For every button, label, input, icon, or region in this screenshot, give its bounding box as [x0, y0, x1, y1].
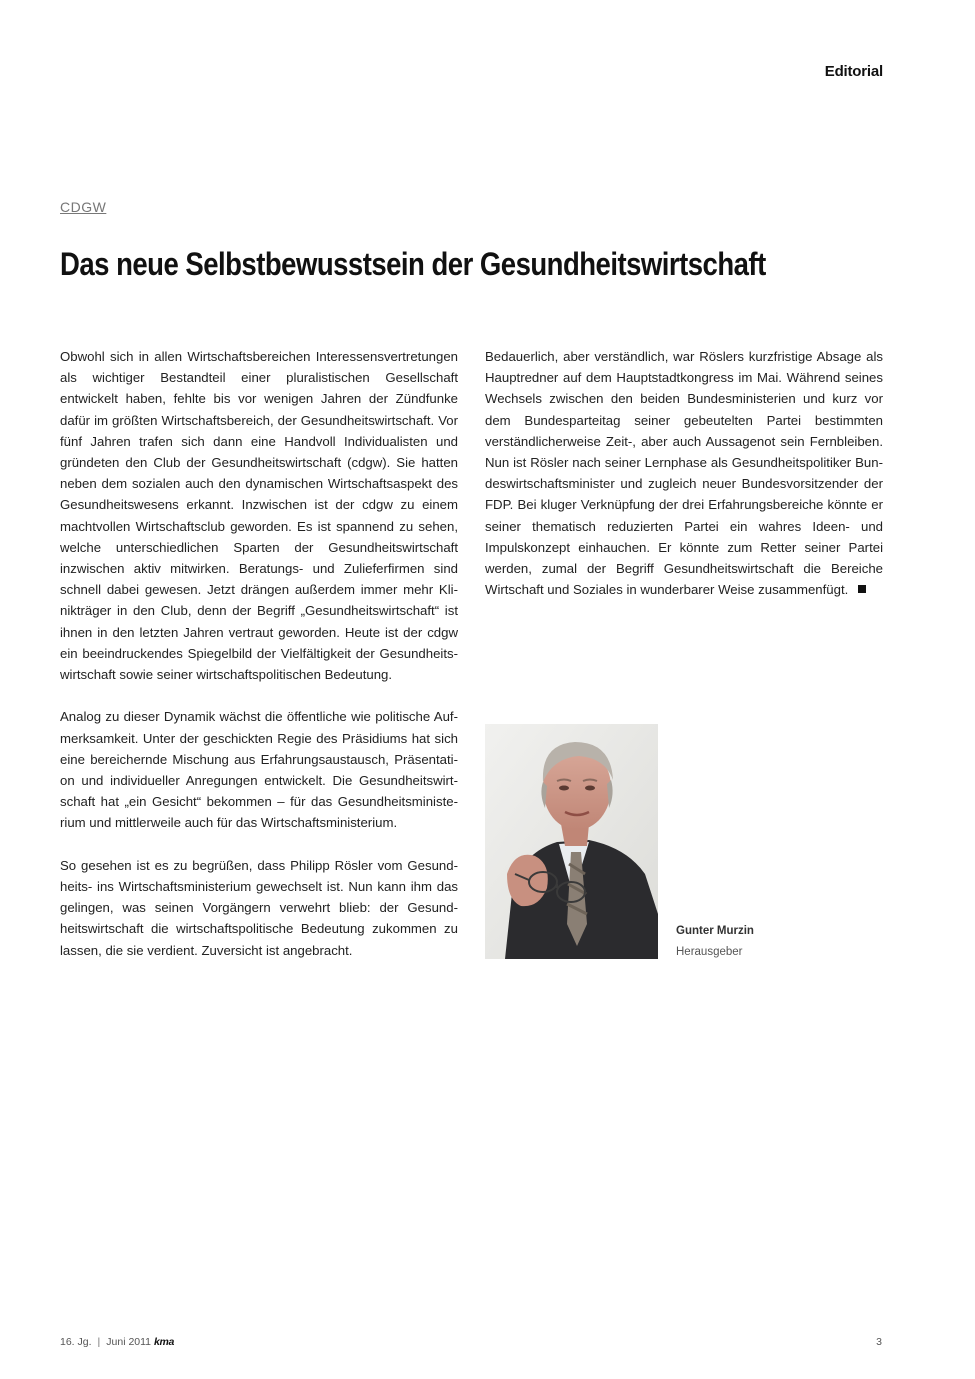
footer-separator: |	[97, 1336, 101, 1348]
page-footer	[60, 1336, 174, 1348]
article-title: Das neue Selbstbewusstsein der Gesundheitswirtschaft	[60, 246, 766, 282]
article-column-right	[485, 346, 883, 622]
page-number: 3	[876, 1336, 882, 1348]
paragraph-1: Obwohl sich in allen Wirtschaftsbereichen Interessensvertretungen als wichtiger Bestandteil einer pluralistischen Gesellschaft entwickelt haben, fehlte bis vor wenigen Jahren der Zündfunke dafür im größten Wirtschaftsbereich, der Gesundheitswirtschaft. Vor fünf Jahren trafen sich dann eine Handvoll Individualisten und gründeten den Club der Gesundheitswirtschaft (cdgw). Sie hatten neben dem sozialen auch den dynamischen Wirtschaftsaspekt des Gesundheitswesens erkannt. Inzwischen ist der cdgw zu einem machtvollen Wirtschaftsclub geworden. Es ist spannend zu sehen, welche unterschiedlichen Sparten der Gesundheitswirtschaft inzwischen aktiv mitwirken. Beratungs- und Zulieferfirmen sind schnell dabei gewesen. Jetzt drängen außerdem immer mehr Klinikträger in den Club, denn der Begriff „Gesundheitswirtschaft“ ist ihnen in den letzten Jahren vertraut geworden. Heute ist der cdgw ein beeindruckendes Spiegelbild der Vielfältigkeit der Gesundheitswirtschaft sowie seiner wirtschaftspolitischen Bedeutung.	[60, 349, 458, 683]
paragraph-2: Analog zu dieser Dynamik wächst die öffentliche wie politische Aufmerksamkeit. Unter der geschickten Regie des Präsidiums hat sich eine bereichernde Mischung aus Erfahrungsaustausch, Präsentation und individueller Anregungen entwickelt. Die Gesundheitswirtschaft hat „ein Gesicht“ bekommen – für das Gesundheitsministerium und mittlerweile auch für das Wirtschaftsministerium.	[60, 709, 458, 831]
paragraph-4-text: Bedauerlich, aber verständlich, war Röslers kurzfristige Absage als Hauptredner auf dem Hauptstadtkongress im Mai. Während seines Wechsels zwischen den beiden Bundesministerien und kurz vor dem Bundesparteitag seiner gebeutelten Partei bestimmten verständlicherweise Zeit-, aber auch Aussagenot sein Fernbleiben. Nun ist Rösler nach seiner Lernphase als Gesundheitspolitiker Bundeswirtschaftsminister und zugleich neuer Bundesvorsitzender der FDP. Bei kluger Verknüpfung der drei Erfahrungsbereiche könnte er seiner thematisch reduzierten Partei ein wahres Ideen- und Impulskonzept einhauchen. Er könnte zum Retter seiner Partei werden, zumal der Begriff Gesundheitswirtschaft die Bereiche Wirtschaft und Soziales in wunderbarer Weise zusammenfügt.	[485, 349, 883, 598]
article-kicker[interactable]: CDGW	[60, 199, 107, 215]
author-photo	[485, 724, 658, 959]
paragraph-4	[485, 346, 883, 600]
section-label: Editorial	[824, 63, 883, 80]
paragraph-3: So gesehen ist es zu begrüßen, dass Philipp Rösler vom Gesundheits- ins Wirtschaftsministerium gewechselt ist. Nun kann ihm das gelingen, was seinen Vorgängern verwehrt blieb: der Gesundheitswirtschaft die wirtschaftspolitische Bedeutung zukommen zu lassen, die sie verdient. Zuversicht ist angebracht.	[60, 857, 458, 958]
author-role: Herausgeber	[676, 946, 743, 958]
author-name: Gunter Murzin	[676, 925, 754, 937]
footer-volume: 16. Jg.	[60, 1336, 92, 1348]
end-of-article-icon	[858, 585, 866, 593]
footer-issue: Juni 2011	[106, 1336, 152, 1348]
article-column-left	[60, 346, 458, 982]
footer-brand-logo: kma	[153, 1336, 175, 1348]
